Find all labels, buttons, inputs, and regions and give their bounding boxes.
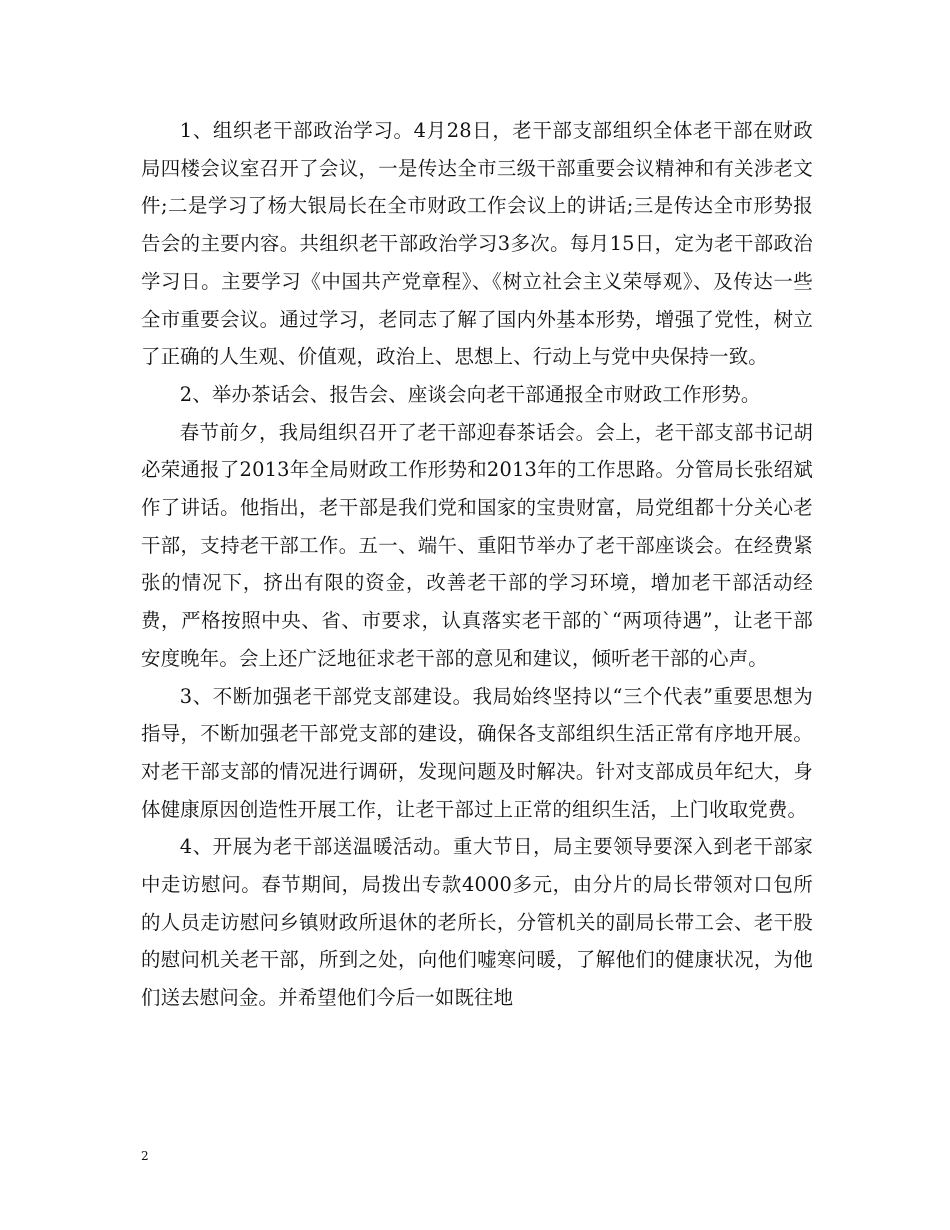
paragraph-spring-festival: 春节前夕，我局组织召开了老干部迎春茶话会。会上，老干部支部书记胡必荣通报了2013年全局财政工作形势和2013年的工作思路。分管局长张绍斌作了讲话。他指出，老干部是我们党和国家的宝贵财富，局党组都十分关心老干部，支持老干部工作。五一、端午、重阳节举办了老干部座谈会。在经费紧张的情况下，挤出有限的资金，改善老干部的学习环境，增加老干部活动经费，严格按照中央、省、市要求，认真落实老干部的`“两项待遇”，让老干部安度晚年。会上还广泛地征求老干部的意见和建议，倾听老干部的心声。 <box>141 420 813 670</box>
paragraph-tea-party-heading: 2、举办茶话会、报告会、座谈会向老干部通报全市财政工作形势。 <box>179 382 761 406</box>
page-number: 2 <box>141 1149 149 1163</box>
paragraph-warmth-activities: 4、开展为老干部送温暖活动。重大节日，局主要领导要深入到老干部家中走访慰问。春节期间，局拨出专款4000多元，由分片的局长带领对口包所的人员走访慰问乡镇财政所退休的老所长，分管机关的副局长带工会、老干股的慰问机关老干部，所到之处，向他们嘘寒问暖，了解他们的健康状况，为他们送去慰问金。并希望他们今后一如既往地 <box>141 835 813 1010</box>
paragraph-party-branch: 3、不断加强老干部党支部建设。我局始终坚持以“三个代表”重要思想为指导，不断加强老干部党支部的建设，确保各支部组织生活正常有序地开展。对老干部支部的情况进行调研，发现问题及时解决。针对支部成员年纪大，身体健康原因创造性开展工作，让老干部过上正常的组织生活，上门收取党费。 <box>141 684 813 821</box>
paragraph-political-study: 1、组织老干部政治学习。4月28日，老干部支部组织全体老干部在财政局四楼会议室召开了会议，一是传达全市三级干部重要会议精神和有关涉老文件;二是学习了杨大银局长在全市财政工作会议上的讲话;三是传达全市形势报告会的主要内容。共组织老干部政治学习3多次。每月15日，定为老干部政治学习日。主要学习《中国共产党章程》、《树立社会主义荣辱观》、及传达一些全市重要会议。通过学习，老同志了解了国内外基本形势，增强了党性，树立了正确的人生观、价值观，政治上、思想上、行动上与党中央保持一致。 <box>141 119 813 369</box>
document-body <box>141 112 813 1017</box>
